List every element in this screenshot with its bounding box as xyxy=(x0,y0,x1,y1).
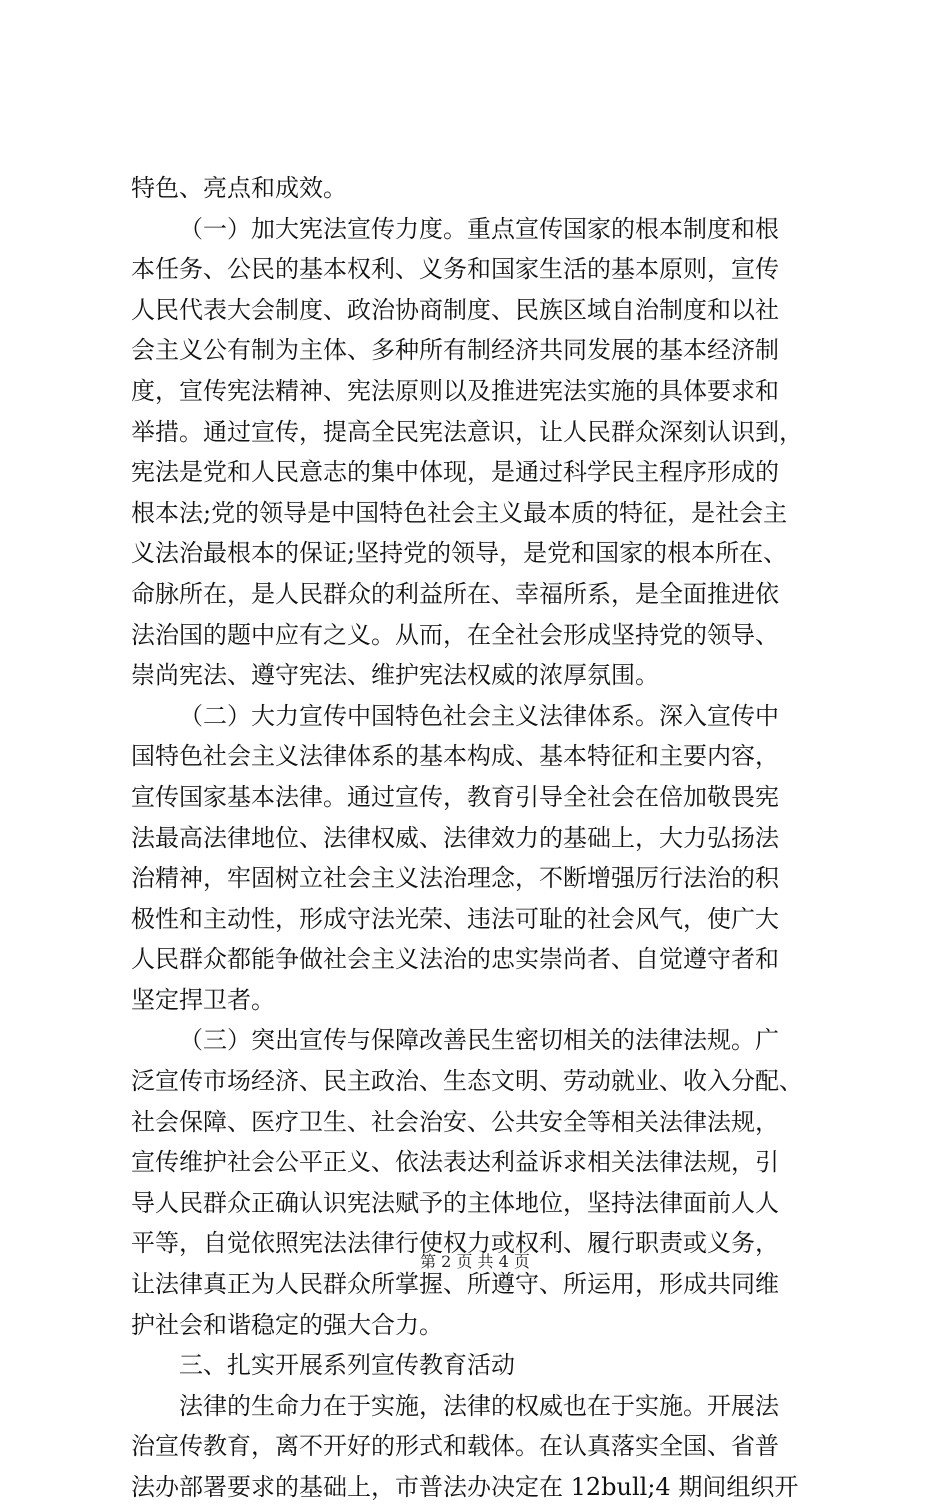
text-line: （一）加大宪法宣传力度。重点宣传国家的根本制度和根 xyxy=(179,214,779,243)
text-line: 法律的生命力在于实施，法律的权威也在于实施。开展法 xyxy=(179,1391,779,1420)
text-line: 宣传维护社会公平正义、依法表达利益诉求相关法律法规，引 xyxy=(131,1148,779,1177)
text-line: 宪法是党和人民意志的集中体现，是通过科学民主程序形成的 xyxy=(131,458,779,487)
text-line: 治精神，牢固树立社会主义法治理念，不断增强厉行法治的积 xyxy=(131,864,779,893)
text-line: 治宣传教育，离不开好的形式和载体。在认真落实全国、省普 xyxy=(131,1432,779,1461)
text-line: 护社会和谐稳定的强大合力。 xyxy=(131,1310,443,1339)
text-line: 极性和主动性，形成守法光荣、违法可耻的社会风气，使广大 xyxy=(131,904,779,933)
text-line: 宣传国家基本法律。通过宣传，教育引导全社会在倍加敬畏宪 xyxy=(131,782,779,811)
page-footer: 第 2 页 共 4 页 xyxy=(420,1252,530,1271)
text-line: 让法律真正为人民群众所掌握、所遵守、所运用，形成共同维 xyxy=(131,1270,779,1299)
text-line: 度，宣传宪法精神、宪法原则以及推进宪法实施的具体要求和 xyxy=(131,376,779,405)
text-line: 法最高法律地位、法律权威、法律效力的基础上，大力弘扬法 xyxy=(131,823,779,852)
text-line: 义法治最根本的保证;坚持党的领导，是党和国家的根本所在、 xyxy=(131,539,788,568)
text-line: 会主义公有制为主体、多种所有制经济共同发展的基本经济制 xyxy=(131,336,779,365)
text-line: 命脉所在，是人民群众的利益所在、幸福所系，是全面推进依 xyxy=(131,579,779,608)
text-line: 平等，自觉依照宪法法律行使权力或权利、履行职责或义务， xyxy=(131,1229,779,1258)
text-line: 崇尚宪法、遵守宪法、维护宪法权威的浓厚氛围。 xyxy=(131,661,659,690)
text-line: （二）大力宣传中国特色社会主义法律体系。深入宣传中 xyxy=(179,701,779,730)
text-line: 坚定捍卫者。 xyxy=(131,985,275,1014)
text-line: 泛宣传市场经济、民主政治、生态文明、劳动就业、收入分配、 xyxy=(131,1067,803,1096)
text-line: （三）突出宣传与保障改善民生密切相关的法律法规。广 xyxy=(179,1026,779,1055)
text-line: 法治国的题中应有之义。从而，在全社会形成坚持党的领导、 xyxy=(131,620,779,649)
text-line: 特色、亮点和成效。 xyxy=(131,174,347,202)
text-line: 人民群众都能争做社会主义法治的忠实崇尚者、自觉遵守者和 xyxy=(131,945,779,974)
document-body xyxy=(131,168,836,1508)
text-line: 社会保障、医疗卫生、社会治安、公共安全等相关法律法规， xyxy=(131,1107,779,1136)
text-line: 本任务、公民的基本权利、义务和国家生活的基本原则，宣传 xyxy=(131,255,779,284)
text-line: 三、扎实开展系列宣传教育活动 xyxy=(179,1351,515,1380)
text-line: 举措。通过宣传，提高全民宪法意识，让人民群众深刻认识到， xyxy=(131,417,803,446)
text-line: 导人民群众正确认识宪法赋予的主体地位，坚持法律面前人人 xyxy=(131,1188,779,1217)
text-line: 人民代表大会制度、政治协商制度、民族区域自治制度和以社 xyxy=(131,295,779,324)
text-line: 国特色社会主义法律体系的基本构成、基本特征和主要内容， xyxy=(131,742,779,771)
text-line: 法办部署要求的基础上，市普法办决定在 12bull;4 期间组织开 xyxy=(131,1473,799,1501)
text-line: 根本法;党的领导是中国特色社会主义最本质的特征，是社会主 xyxy=(131,498,788,527)
